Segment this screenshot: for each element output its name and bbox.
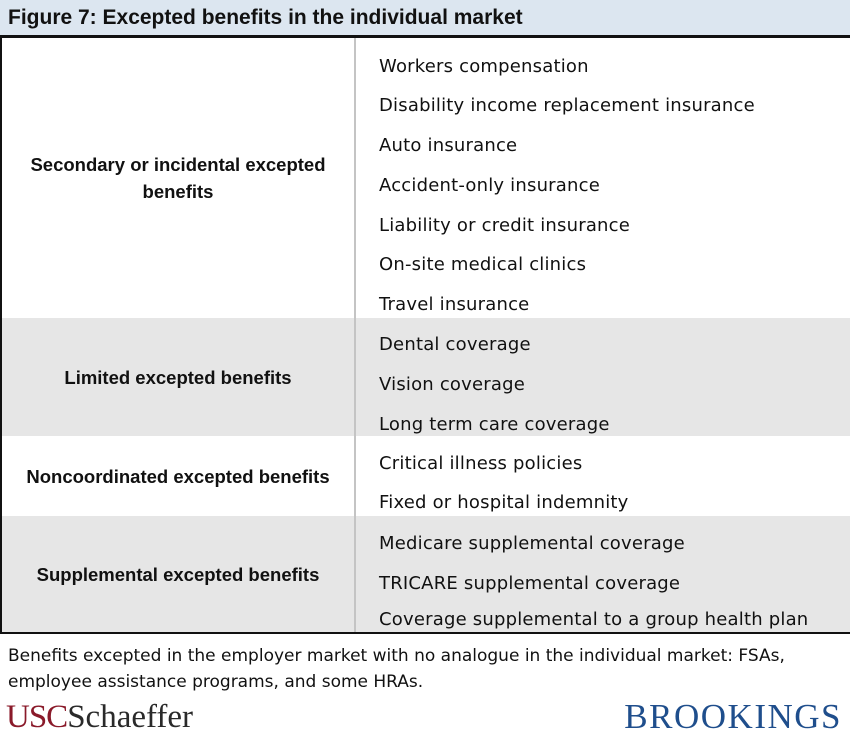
list-item: Fixed or hospital indemnity (379, 492, 629, 513)
group-label: Noncoordinated excepted benefits (26, 465, 330, 487)
list-item: TRICARE supplemental coverage (379, 573, 681, 594)
list-item: Accident-only insurance (379, 175, 600, 196)
list-item: Medicare supplemental coverage (379, 533, 685, 554)
group-label: Supplemental excepted benefits (36, 563, 320, 585)
column-divider (354, 38, 356, 632)
schaeffer-wordmark: Schaeffer (67, 699, 194, 735)
list-item: Travel insurance (379, 294, 530, 315)
list-item: Liability or credit insurance (379, 215, 631, 236)
list-item: Long term care coverage (379, 414, 610, 435)
usc-schaeffer-logo (6, 697, 193, 737)
list-item: Coverage supplemental to a group health plan (379, 609, 809, 630)
figure-title-bar (0, 0, 850, 38)
benefits-table (0, 38, 850, 634)
benefit-group-noncoordinated (2, 436, 850, 516)
benefit-group-supplemental (2, 516, 850, 632)
group-label: Limited excepted benefits (64, 366, 292, 388)
list-item: Vision coverage (379, 374, 526, 395)
benefit-group-limited (2, 318, 850, 436)
figure-title: Figure 7: Excepted benefits in the individual market (8, 6, 523, 29)
brookings-logo: BROOKINGS (624, 697, 842, 736)
list-item: Critical illness policies (379, 453, 583, 474)
list-item: Workers compensation (379, 56, 589, 77)
list-item: Disability income replacement insurance (379, 95, 755, 116)
footnote: Benefits excepted in the employer market with no analogue in the individual market: FSAs, employee assistance programs, and some HRAs. (8, 646, 785, 692)
usc-wordmark: USC (6, 699, 68, 735)
list-item: On-site medical clinics (379, 254, 587, 275)
benefit-group-secondary (2, 38, 850, 318)
group-label: Secondary or incidental excepted benefits (30, 154, 326, 202)
list-item: Dental coverage (379, 334, 531, 355)
list-item: Auto insurance (379, 135, 518, 156)
